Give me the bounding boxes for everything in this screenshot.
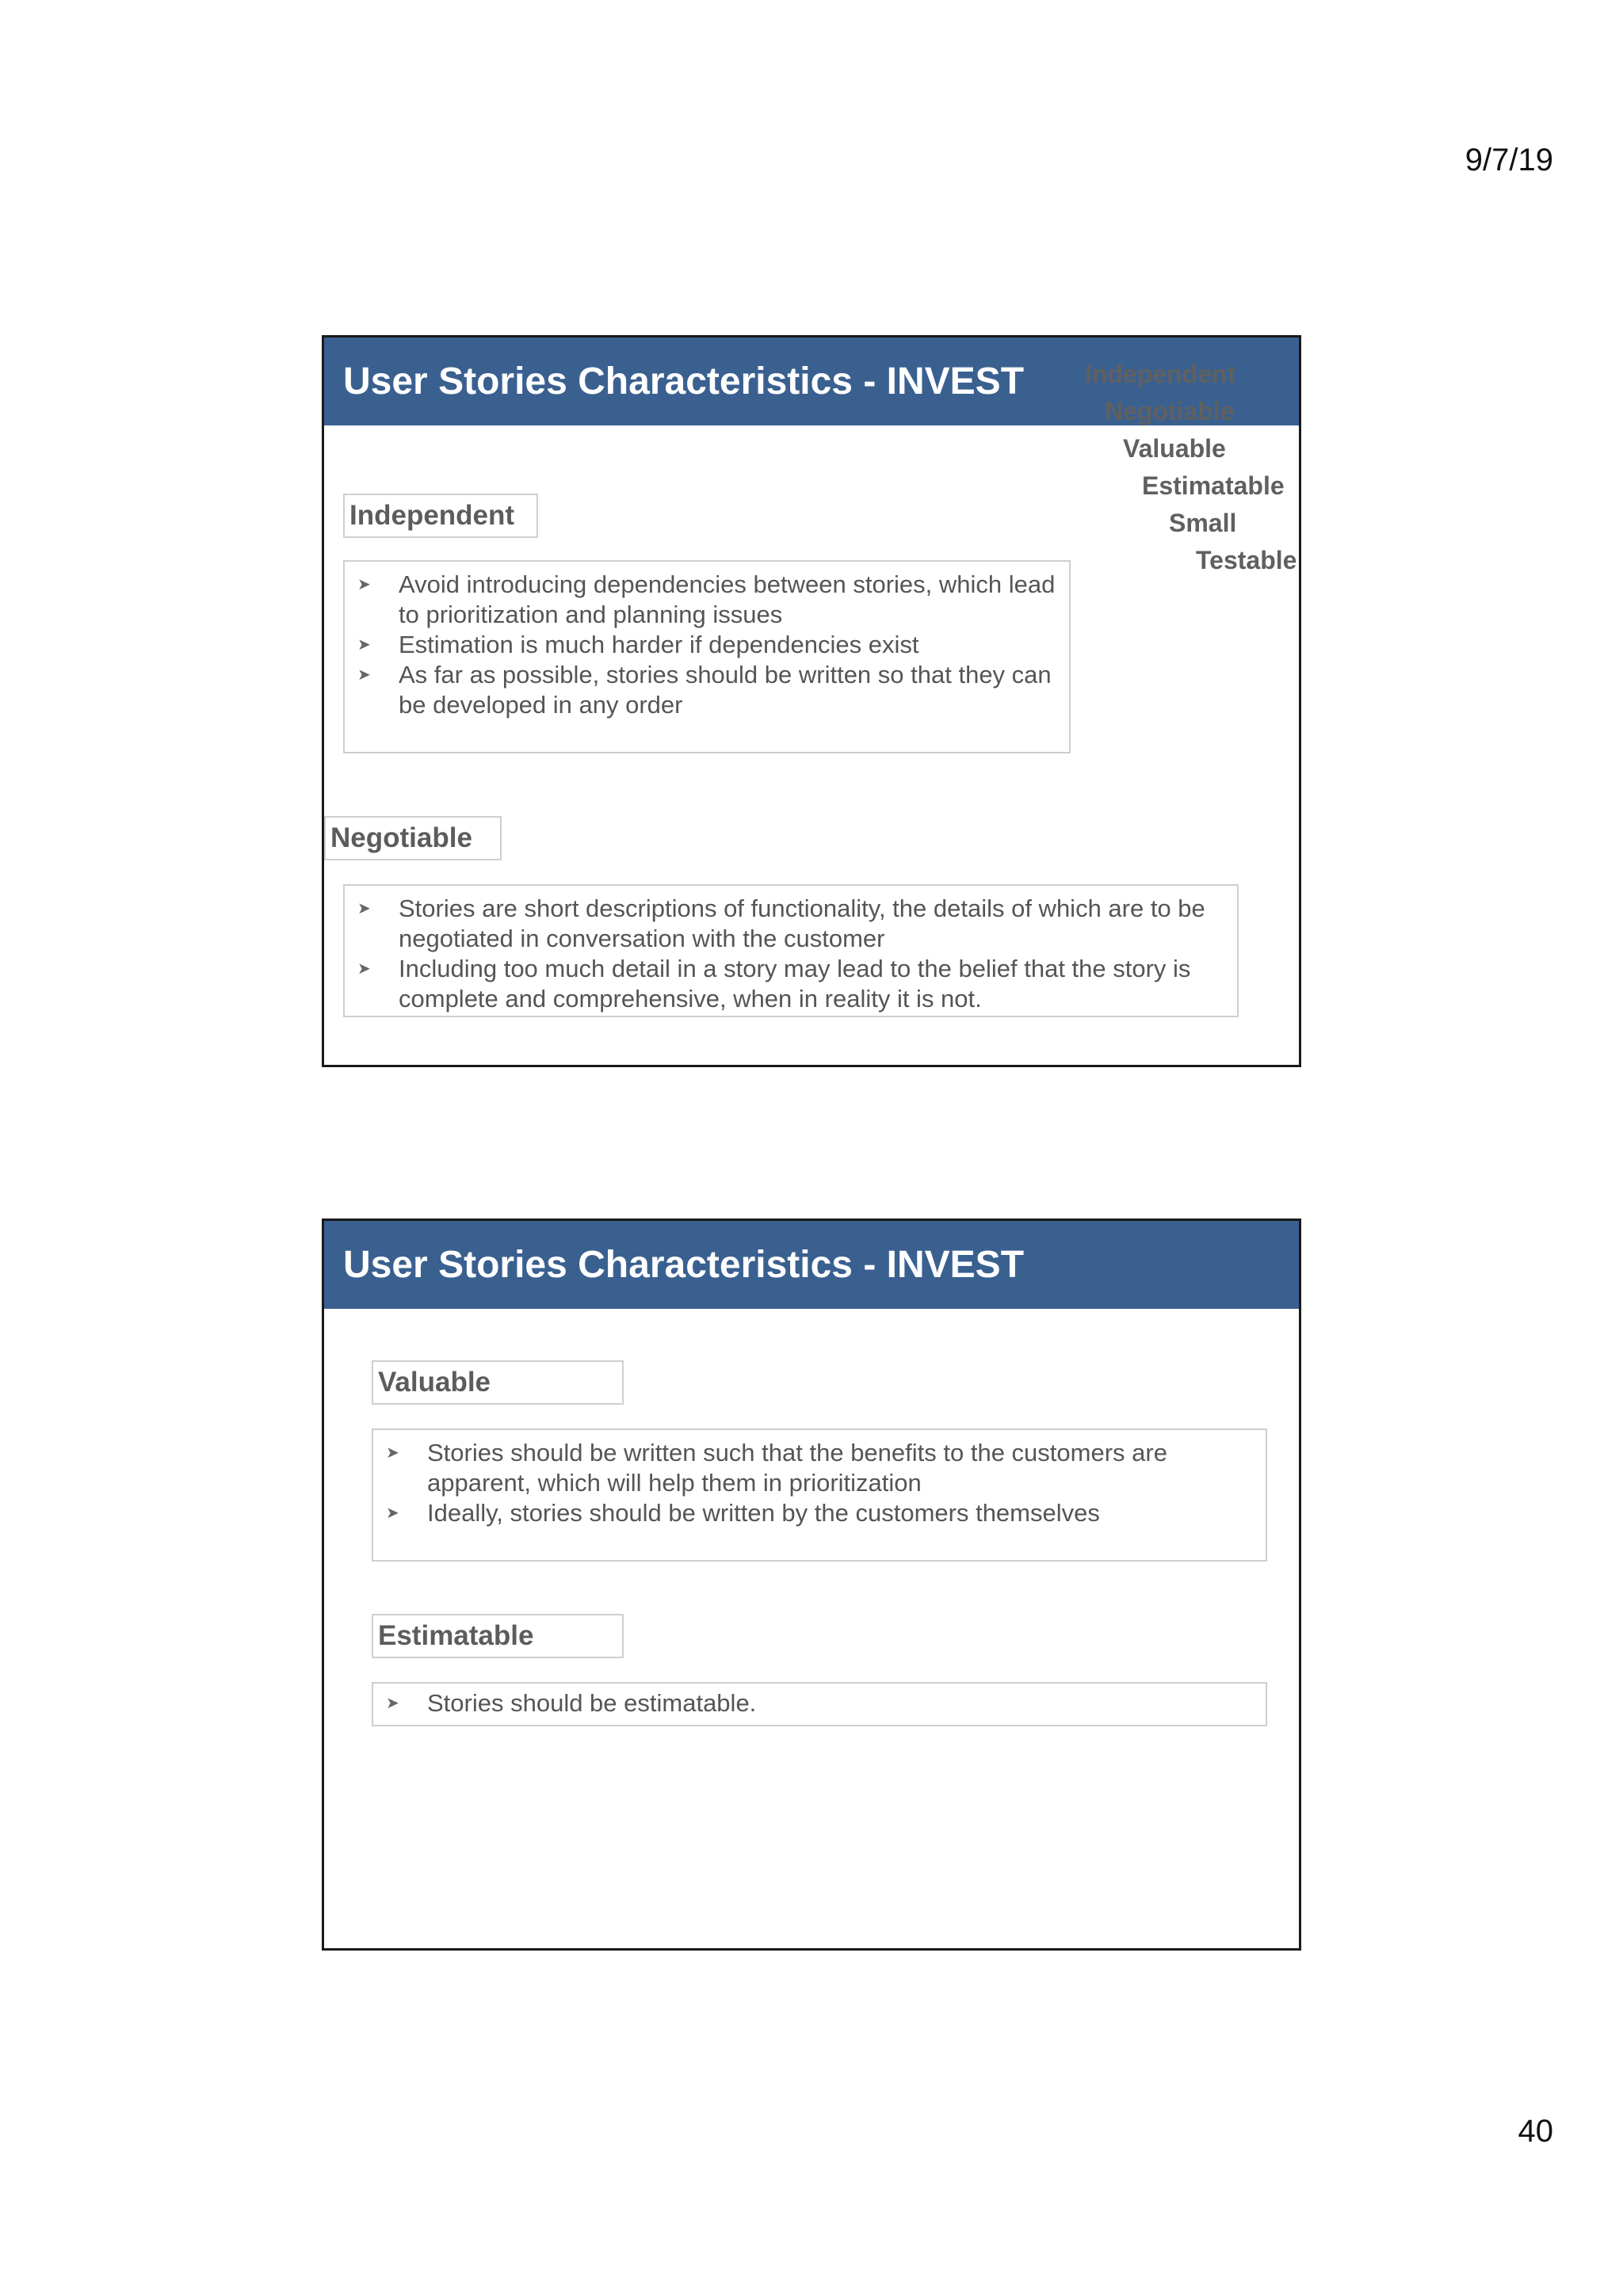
section-label-negotiable: Negotiable (324, 816, 502, 860)
slide-2 (322, 1219, 1301, 1951)
bullet-item: ➤ Stories are short descriptions of functionality, the details of which are to be negotiated in conversation with the customer (354, 894, 1228, 954)
arrow-bullet-icon: ➤ (357, 960, 371, 978)
page-date: 9/7/19 (1465, 143, 1553, 177)
arrow-bullet-icon: ➤ (386, 1505, 399, 1522)
slide-1 (322, 335, 1301, 1067)
arrow-bullet-icon: ➤ (357, 900, 371, 917)
bullet-item: ➤ Avoid introducing dependencies between stories, which lead to prioritization and planning issues (354, 570, 1060, 630)
section-label-estimatable: Estimatable (372, 1614, 624, 1658)
section-box-independent (343, 560, 1071, 753)
arrow-bullet-icon: ➤ (357, 636, 371, 654)
section-box-valuable (372, 1428, 1267, 1562)
arrow-bullet-icon: ➤ (357, 666, 371, 684)
slide-title: User Stories Characteristics - INVEST (324, 338, 1299, 425)
arrow-bullet-icon: ➤ (386, 1444, 399, 1462)
arrow-bullet-icon: ➤ (357, 576, 371, 593)
bullet-item: ➤ Ideally, stories should be written by the customers themselves (383, 1498, 1256, 1528)
section-box-estimatable (372, 1682, 1267, 1726)
section-label-valuable: Valuable (372, 1360, 624, 1405)
arrow-bullet-icon: ➤ (386, 1695, 399, 1712)
invest-item-estimatable: Estimatable (1142, 471, 1285, 500)
invest-acronym-list (1077, 360, 1307, 582)
bullet-item: ➤ Estimation is much harder if dependencies exist (354, 630, 1060, 660)
invest-item-valuable: Valuable (1123, 434, 1226, 463)
invest-item-negotiable: Negotiable (1105, 397, 1235, 425)
page-number: 40 (1518, 2114, 1553, 2149)
bullet-item: ➤ Including too much detail in a story may lead to the belief that the story is complete and comprehensive, when in reality it is not. (354, 954, 1228, 1014)
bullet-item: ➤ Stories should be estimatable. (383, 1688, 1256, 1718)
bullet-item: ➤ Stories should be written such that the benefits to the customers are apparent, which will help them in prioritization (383, 1438, 1256, 1498)
invest-item-independent: Independent (1085, 360, 1236, 388)
invest-item-testable: Testable (1196, 546, 1297, 574)
section-label-independent: Independent (343, 494, 538, 538)
bullet-item: ➤ As far as possible, stories should be written so that they can be developed in any order (354, 660, 1060, 720)
slide-title: User Stories Characteristics - INVEST (324, 1221, 1299, 1309)
section-box-negotiable (343, 884, 1239, 1017)
invest-item-small: Small (1169, 509, 1237, 537)
